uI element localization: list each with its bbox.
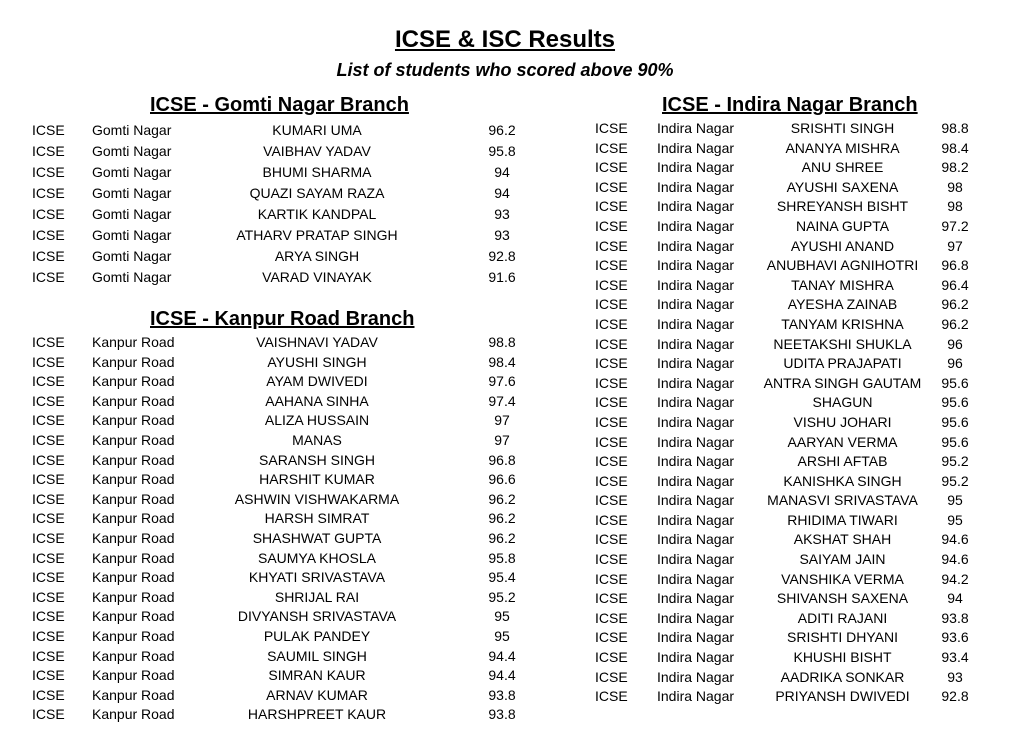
- kanpur-section-title: ICSE - Kanpur Road Branch: [150, 308, 415, 330]
- student-name-cell: ANANYA MISHRA: [785, 139, 900, 156]
- gomti-results-list: [32, 121, 552, 289]
- student-name-cell: AARYAN VERMA: [787, 433, 898, 450]
- score-cell: 97.4: [488, 392, 516, 409]
- score-cell: 94.6: [941, 551, 969, 568]
- student-name-cell: AADRIKA SONKAR: [780, 668, 905, 685]
- table-row: [595, 119, 995, 139]
- branch-cell: Indira Nagar: [657, 590, 735, 607]
- student-name-cell: AYESHA ZAINAB: [787, 296, 898, 313]
- student-name-cell: KHYATI SRIVASTAVA: [248, 569, 386, 586]
- branch-cell: Indira Nagar: [657, 531, 735, 548]
- student-name-cell: AAHANA SINHA: [265, 392, 369, 409]
- branch-cell: Kanpur Road: [92, 627, 175, 644]
- board-cell: ICSE: [32, 164, 65, 180]
- score-cell: 93.6: [941, 629, 969, 646]
- table-row: [595, 609, 995, 629]
- table-row: [595, 570, 995, 590]
- score-cell: 95.2: [941, 472, 969, 489]
- gomti-section-title: ICSE - Gomti Nagar Branch: [150, 94, 409, 116]
- board-cell: ICSE: [32, 471, 65, 488]
- branch-cell: Kanpur Road: [92, 706, 175, 723]
- table-row: [595, 530, 995, 550]
- student-name-cell: KANISHKA SINGH: [783, 472, 902, 489]
- board-cell: ICSE: [595, 551, 628, 568]
- score-cell: 94.2: [941, 570, 969, 587]
- student-name-cell: SHRIJAL RAI: [274, 588, 360, 605]
- table-row: [595, 550, 995, 570]
- student-name-cell: SHIVANSH SAXENA: [776, 590, 909, 607]
- score-cell: 98.2: [941, 159, 969, 176]
- student-name-cell: AYUSHI SAXENA: [786, 178, 899, 195]
- table-row: [32, 451, 552, 471]
- board-cell: ICSE: [32, 334, 65, 350]
- score-cell: 94: [494, 185, 510, 201]
- board-cell: ICSE: [595, 649, 628, 666]
- board-cell: ICSE: [595, 511, 628, 528]
- board-cell: ICSE: [595, 159, 628, 176]
- student-name-cell: SHREYANSH BISHT: [776, 198, 909, 215]
- page-title: ICSE & ISC Results: [394, 26, 616, 53]
- score-cell: 96.8: [488, 451, 516, 468]
- student-name-cell: VARAD VINAYAK: [262, 269, 372, 285]
- branch-cell: Indira Nagar: [657, 688, 735, 705]
- student-name-cell: SAUMYA KHOSLA: [257, 549, 376, 566]
- table-row: [595, 197, 995, 217]
- score-cell: 96: [947, 335, 963, 352]
- board-cell: ICSE: [32, 490, 65, 507]
- score-cell: 94: [947, 590, 963, 607]
- branch-cell: Indira Nagar: [657, 335, 735, 352]
- board-cell: ICSE: [595, 198, 628, 215]
- board-cell: ICSE: [595, 394, 628, 411]
- student-name-cell: SAUMIL SINGH: [267, 647, 367, 664]
- branch-cell: Kanpur Road: [92, 334, 175, 350]
- board-cell: ICSE: [32, 686, 65, 703]
- board-cell: ICSE: [595, 355, 628, 372]
- student-name-cell: ARSHI AFTAB: [797, 453, 888, 470]
- table-row: [595, 511, 995, 531]
- score-cell: 97.6: [488, 373, 516, 390]
- branch-cell: Gomti Nagar: [92, 248, 172, 264]
- score-cell: 93.8: [941, 609, 969, 626]
- branch-cell: Gomti Nagar: [92, 227, 172, 243]
- branch-cell: Indira Nagar: [657, 413, 735, 430]
- score-cell: 98: [947, 198, 963, 215]
- score-cell: 91.6: [488, 269, 516, 285]
- table-row: [595, 433, 995, 453]
- student-name-cell: ALIZA HUSSAIN: [264, 412, 370, 429]
- student-name-cell: NEETAKSHI SHUKLA: [773, 335, 912, 352]
- table-row: [32, 268, 552, 289]
- board-cell: ICSE: [32, 627, 65, 644]
- student-name-cell: SAIYAM JAIN: [799, 551, 886, 568]
- board-cell: ICSE: [595, 217, 628, 234]
- branch-cell: Indira Nagar: [657, 257, 735, 274]
- score-cell: 96.2: [941, 296, 969, 313]
- student-name-cell: TANYAM KRISHNA: [781, 315, 904, 332]
- score-cell: 95.2: [941, 453, 969, 470]
- board-cell: ICSE: [595, 531, 628, 548]
- score-cell: 93.4: [941, 649, 969, 666]
- student-name-cell: RHIDIMA TIWARI: [787, 511, 898, 528]
- score-cell: 92.8: [488, 248, 516, 264]
- student-name-cell: ANTRA SINGH GAUTAM: [763, 374, 922, 391]
- score-cell: 96.8: [941, 257, 969, 274]
- board-cell: ICSE: [32, 143, 65, 159]
- score-cell: 95: [947, 492, 963, 509]
- branch-cell: Kanpur Road: [92, 431, 175, 448]
- student-name-cell: ANU SHREE: [801, 159, 884, 176]
- branch-cell: Indira Nagar: [657, 178, 735, 195]
- table-row: [32, 333, 552, 353]
- branch-cell: Indira Nagar: [657, 159, 735, 176]
- student-name-cell: SRISHTI SINGH: [790, 120, 895, 136]
- student-name-cell: SRISHTI DHYANI: [787, 629, 898, 646]
- branch-cell: Kanpur Road: [92, 686, 175, 703]
- branch-cell: Kanpur Road: [92, 412, 175, 429]
- score-cell: 96.2: [488, 529, 516, 546]
- board-cell: ICSE: [32, 373, 65, 390]
- student-name-cell: AKSHAT SHAH: [793, 531, 892, 548]
- branch-cell: Kanpur Road: [92, 471, 175, 488]
- board-cell: ICSE: [595, 374, 628, 391]
- table-row: [595, 178, 995, 198]
- table-row: [595, 256, 995, 276]
- score-cell: 98.4: [941, 139, 969, 156]
- table-row: [32, 247, 552, 268]
- table-row: [32, 142, 552, 163]
- board-cell: ICSE: [595, 472, 628, 489]
- student-name-cell: ANUBHAVI AGNIHOTRI: [766, 257, 919, 274]
- branch-cell: Kanpur Road: [92, 608, 175, 625]
- board-cell: ICSE: [32, 510, 65, 527]
- board-cell: ICSE: [32, 431, 65, 448]
- board-cell: ICSE: [32, 529, 65, 546]
- branch-cell: Kanpur Road: [92, 647, 175, 664]
- score-cell: 94.4: [488, 647, 516, 664]
- table-row: [595, 628, 995, 648]
- table-row: [595, 276, 995, 296]
- table-row: [32, 353, 552, 373]
- score-cell: 98: [947, 178, 963, 195]
- board-cell: ICSE: [32, 122, 65, 138]
- table-row: [32, 121, 552, 142]
- table-row: [32, 411, 552, 431]
- board-cell: ICSE: [595, 335, 628, 352]
- score-cell: 95.4: [488, 569, 516, 586]
- student-name-cell: SIMRAN KAUR: [268, 667, 366, 684]
- branch-cell: Indira Nagar: [657, 217, 735, 234]
- branch-cell: Kanpur Road: [92, 353, 175, 370]
- student-name-cell: SARANSH SINGH: [259, 451, 375, 468]
- score-cell: 96.2: [488, 122, 516, 138]
- branch-cell: Indira Nagar: [657, 276, 735, 293]
- student-name-cell: AYAM DWIVEDI: [266, 373, 368, 390]
- table-row: [32, 490, 552, 510]
- table-row: [595, 648, 995, 668]
- student-name-cell: NAINA GUPTA: [795, 217, 890, 234]
- score-cell: 98.8: [941, 120, 969, 136]
- student-name-cell: VISHU JOHARI: [793, 413, 892, 430]
- student-name-cell: MANASVI SRIVASTAVA: [767, 492, 918, 509]
- student-name-cell: MANAS: [292, 431, 342, 448]
- board-cell: ICSE: [595, 492, 628, 509]
- branch-cell: Kanpur Road: [92, 549, 175, 566]
- kanpur-results-list: [32, 333, 552, 725]
- score-cell: 95.8: [488, 143, 516, 159]
- board-cell: ICSE: [32, 667, 65, 684]
- branch-cell: Kanpur Road: [92, 667, 175, 684]
- student-name-cell: DIVYANSH SRIVASTAVA: [237, 608, 397, 625]
- branch-cell: Indira Nagar: [657, 472, 735, 489]
- branch-cell: Kanpur Road: [92, 373, 175, 390]
- branch-cell: Indira Nagar: [657, 315, 735, 332]
- branch-cell: Gomti Nagar: [92, 164, 172, 180]
- student-name-cell: ARYA SINGH: [274, 248, 360, 264]
- student-name-cell: ASHWIN VISHWAKARMA: [234, 490, 400, 507]
- score-cell: 93: [494, 227, 510, 243]
- branch-cell: Indira Nagar: [657, 237, 735, 254]
- score-cell: 95.8: [488, 549, 516, 566]
- table-row: [32, 226, 552, 247]
- indira-section-title: ICSE - Indira Nagar Branch: [662, 94, 918, 116]
- board-cell: ICSE: [595, 453, 628, 470]
- score-cell: 96: [947, 355, 963, 372]
- student-name-cell: HARSHIT KUMAR: [259, 471, 375, 488]
- board-cell: ICSE: [32, 588, 65, 605]
- student-name-cell: VAIBHAV YADAV: [263, 143, 371, 159]
- score-cell: 97: [494, 431, 510, 448]
- score-cell: 93.8: [488, 706, 516, 723]
- score-cell: 98.4: [488, 353, 516, 370]
- student-name-cell: ADITI RAJANI: [797, 609, 888, 626]
- branch-cell: Kanpur Road: [92, 588, 175, 605]
- board-cell: ICSE: [595, 609, 628, 626]
- board-cell: ICSE: [595, 570, 628, 587]
- score-cell: 97.2: [941, 217, 969, 234]
- branch-cell: Kanpur Road: [92, 569, 175, 586]
- student-name-cell: KUMARI UMA: [272, 122, 362, 138]
- student-name-cell: ATHARV PRATAP SINGH: [236, 227, 398, 243]
- student-name-cell: KARTIK KANDPAL: [257, 206, 377, 222]
- branch-cell: Gomti Nagar: [92, 185, 172, 201]
- board-cell: ICSE: [595, 688, 628, 705]
- board-cell: ICSE: [32, 412, 65, 429]
- branch-cell: Indira Nagar: [657, 139, 735, 156]
- table-row: [32, 607, 552, 627]
- score-cell: 96.2: [488, 490, 516, 507]
- score-cell: 94: [494, 164, 510, 180]
- table-row: [32, 686, 552, 706]
- branch-cell: Indira Nagar: [657, 649, 735, 666]
- branch-cell: Kanpur Road: [92, 510, 175, 527]
- table-row: [32, 568, 552, 588]
- table-row: [32, 184, 552, 205]
- table-row: [595, 315, 995, 335]
- board-cell: ICSE: [595, 296, 628, 313]
- table-row: [595, 413, 995, 433]
- board-cell: ICSE: [595, 237, 628, 254]
- board-cell: ICSE: [595, 178, 628, 195]
- branch-cell: Kanpur Road: [92, 529, 175, 546]
- table-row: [32, 372, 552, 392]
- board-cell: ICSE: [32, 706, 65, 723]
- board-cell: ICSE: [595, 590, 628, 607]
- score-cell: 97: [947, 237, 963, 254]
- student-name-cell: SHAGUN: [812, 394, 873, 411]
- student-name-cell: VAISHNAVI YADAV: [256, 334, 378, 350]
- board-cell: ICSE: [32, 353, 65, 370]
- score-cell: 95.2: [488, 588, 516, 605]
- branch-cell: Indira Nagar: [657, 609, 735, 626]
- branch-cell: Gomti Nagar: [92, 206, 172, 222]
- branch-cell: Indira Nagar: [657, 296, 735, 313]
- board-cell: ICSE: [32, 392, 65, 409]
- indira-results-list: [595, 119, 995, 707]
- board-cell: ICSE: [595, 257, 628, 274]
- branch-cell: Kanpur Road: [92, 490, 175, 507]
- student-name-cell: BHUMI SHARMA: [262, 164, 372, 180]
- score-cell: 96.4: [941, 276, 969, 293]
- score-cell: 93.8: [488, 686, 516, 703]
- board-cell: ICSE: [595, 668, 628, 685]
- score-cell: 92.8: [941, 688, 969, 705]
- branch-cell: Indira Nagar: [657, 355, 735, 372]
- branch-cell: Indira Nagar: [657, 374, 735, 391]
- branch-cell: Kanpur Road: [92, 392, 175, 409]
- board-cell: ICSE: [32, 248, 65, 264]
- student-name-cell: HARSHPREET KAUR: [247, 706, 387, 723]
- branch-cell: Indira Nagar: [657, 453, 735, 470]
- table-row: [595, 139, 995, 159]
- student-name-cell: UDITA PRAJAPATI: [783, 355, 902, 372]
- board-cell: ICSE: [595, 433, 628, 450]
- table-row: [32, 470, 552, 490]
- branch-cell: Indira Nagar: [657, 198, 735, 215]
- board-cell: ICSE: [32, 451, 65, 468]
- table-row: [595, 158, 995, 178]
- table-row: [32, 588, 552, 608]
- student-name-cell: AYUSHI SINGH: [267, 353, 367, 370]
- table-row: [595, 374, 995, 394]
- board-cell: ICSE: [32, 269, 65, 285]
- table-row: [32, 509, 552, 529]
- student-name-cell: VANSHIKA VERMA: [781, 570, 904, 587]
- table-row: [595, 335, 995, 355]
- branch-cell: Indira Nagar: [657, 629, 735, 646]
- board-cell: ICSE: [595, 139, 628, 156]
- score-cell: 94.4: [488, 667, 516, 684]
- score-cell: 96.2: [488, 510, 516, 527]
- table-row: [595, 687, 995, 707]
- score-cell: 95: [947, 511, 963, 528]
- student-name-cell: KHUSHI BISHT: [793, 649, 892, 666]
- table-row: [32, 549, 552, 569]
- table-row: [595, 491, 995, 511]
- branch-cell: Indira Nagar: [657, 492, 735, 509]
- table-row: [595, 217, 995, 237]
- table-row: [32, 627, 552, 647]
- table-row: [32, 431, 552, 451]
- table-row: [595, 472, 995, 492]
- table-row: [595, 295, 995, 315]
- branch-cell: Gomti Nagar: [92, 143, 172, 159]
- table-row: [32, 647, 552, 667]
- branch-cell: Kanpur Road: [92, 451, 175, 468]
- score-cell: 95.6: [941, 374, 969, 391]
- table-row: [32, 205, 552, 226]
- table-row: [595, 589, 995, 609]
- board-cell: ICSE: [32, 608, 65, 625]
- score-cell: 93: [947, 668, 963, 685]
- student-name-cell: TANAY MISHRA: [791, 276, 894, 293]
- board-cell: ICSE: [595, 629, 628, 646]
- score-cell: 95: [494, 627, 510, 644]
- branch-cell: Indira Nagar: [657, 570, 735, 587]
- board-cell: ICSE: [32, 569, 65, 586]
- board-cell: ICSE: [32, 549, 65, 566]
- score-cell: 93: [494, 206, 510, 222]
- table-row: [595, 354, 995, 374]
- table-row: [32, 529, 552, 549]
- board-cell: ICSE: [32, 185, 65, 201]
- branch-cell: Gomti Nagar: [92, 122, 172, 138]
- score-cell: 96.2: [941, 315, 969, 332]
- board-cell: ICSE: [595, 120, 628, 136]
- board-cell: ICSE: [595, 276, 628, 293]
- board-cell: ICSE: [595, 413, 628, 430]
- table-row: [32, 163, 552, 184]
- table-row: [595, 452, 995, 472]
- student-name-cell: QUAZI SAYAM RAZA: [249, 185, 385, 201]
- score-cell: 97: [494, 412, 510, 429]
- board-cell: ICSE: [32, 206, 65, 222]
- score-cell: 94.6: [941, 531, 969, 548]
- branch-cell: Indira Nagar: [657, 668, 735, 685]
- score-cell: 98.8: [488, 334, 516, 350]
- branch-cell: Indira Nagar: [657, 511, 735, 528]
- table-row: [32, 705, 552, 725]
- branch-cell: Indira Nagar: [657, 120, 735, 136]
- student-name-cell: SHASHWAT GUPTA: [252, 529, 382, 546]
- branch-cell: Indira Nagar: [657, 394, 735, 411]
- branch-cell: Indira Nagar: [657, 433, 735, 450]
- score-cell: 95.6: [941, 433, 969, 450]
- student-name-cell: HARSH SIMRAT: [264, 510, 370, 527]
- table-row: [595, 393, 995, 413]
- student-name-cell: AYUSHI ANAND: [790, 237, 895, 254]
- table-row: [595, 668, 995, 688]
- table-row: [595, 237, 995, 257]
- score-cell: 96.6: [488, 471, 516, 488]
- branch-cell: Indira Nagar: [657, 551, 735, 568]
- table-row: [32, 666, 552, 686]
- board-cell: ICSE: [32, 227, 65, 243]
- student-name-cell: PULAK PANDEY: [263, 627, 371, 644]
- student-name-cell: ARNAV KUMAR: [266, 686, 368, 703]
- board-cell: ICSE: [32, 647, 65, 664]
- score-cell: 95.6: [941, 413, 969, 430]
- page-subtitle: List of students who scored above 90%: [336, 60, 674, 80]
- student-name-cell: PRIYANSH DWIVEDI: [775, 688, 910, 705]
- board-cell: ICSE: [595, 315, 628, 332]
- branch-cell: Gomti Nagar: [92, 269, 172, 285]
- score-cell: 95.6: [941, 394, 969, 411]
- table-row: [32, 392, 552, 412]
- score-cell: 95: [494, 608, 510, 625]
